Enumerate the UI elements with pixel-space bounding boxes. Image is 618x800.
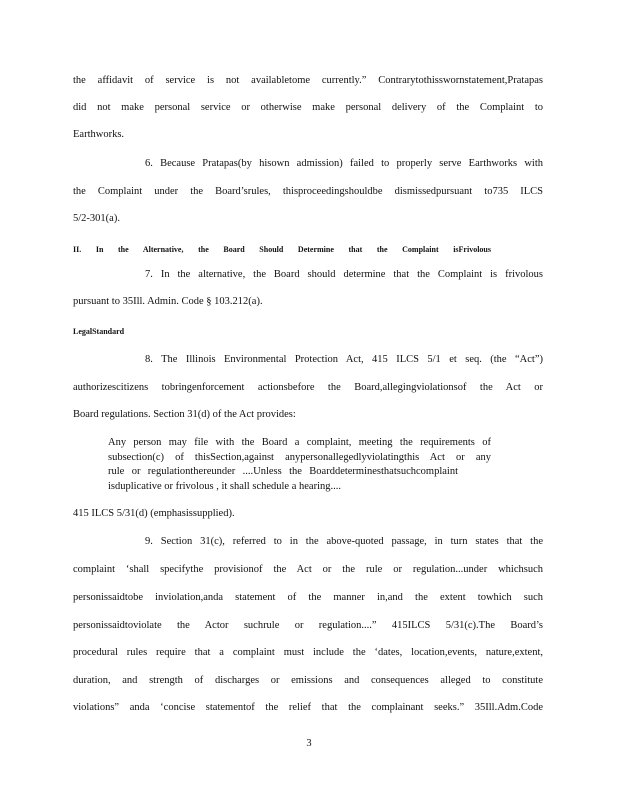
body-line: did not make personal service or otherwise make personal delivery of the Complaint to <box>73 102 543 113</box>
body-line: procedural rules require that a complaint must include the ‘dates, location,events, nature,extent, <box>73 647 543 658</box>
body-line: personissaidtobe inviolation,anda statement of the manner in,and the extent towhich such <box>73 592 543 603</box>
paragraph-line: 6. Because Pratapas(by hisown admission) failed to properly serve Earthworks with <box>145 158 543 169</box>
body-line: violations” anda ‘concise statementof the relief that the complainant seeks.” 35Ill.Adm.Code <box>73 702 543 713</box>
body-line: 5/2-301(a). <box>73 213 120 224</box>
body-line: personissaidtoviolate the Actor suchrule or regulation....” 415ILCS 5/31(c).The Board’s <box>73 620 543 631</box>
body-line: the Complaint under the Board’srules, thisproceedingshouldbe dismissedpursuant to735 ILCS <box>73 186 543 197</box>
body-line: duration, and strength of discharges or emissions and consequences alleged to constitute <box>73 675 543 686</box>
block-quote-line: rule or regulationthereunder ....Unless the Boarddeterminesthatsuchcomplaint <box>108 466 458 477</box>
page-number: 3 <box>306 738 312 749</box>
paragraph-line: 8. The Illinois Environmental Protection Act, 415 ILCS 5/1 et seq. (the “Act”) <box>145 354 543 365</box>
body-line: authorizescitizens tobringenforcement actionsbefore the Board,allegingviolationsof the Act or <box>73 382 543 393</box>
paragraph-line: 7. In the alternative, the Board should determine that the Complaint is frivolous <box>145 269 543 280</box>
block-quote-line: isduplicative or frivolous , it shall schedule a hearing.... <box>108 481 341 492</box>
subheading: LegalStandard <box>73 327 125 336</box>
paragraph-line: 9. Section 31(c), referred to in the above-quoted passage, in turn states that the <box>145 536 543 547</box>
body-line: the affidavit of service is not availabletome currently.” Contrarytothisswornstatement,Pratapas <box>73 75 543 86</box>
body-line: Board regulations. Section 31(d) of the Act provides: <box>73 409 296 420</box>
citation-line: 415 ILCS 5/31(d) (emphasissupplied). <box>73 508 235 519</box>
block-quote-line: subsection(c) of thisSection,against anypersonallegedlyviolatingthis Act or any <box>108 452 491 463</box>
block-quote-line: Any person may file with the Board a complaint, meeting the requirements of <box>108 437 491 448</box>
body-line: pursuant to 35Ill. Admin. Code § 103.212(a). <box>73 296 263 307</box>
body-line: Earthworks. <box>73 129 125 140</box>
body-line: complaint ‘shall specifythe provisionof the Act or the rule or regulation...under whichsuch <box>73 564 543 575</box>
section-heading: II. In the Alternative, the Board Should Determine that the Complaint isFrivolous <box>73 245 491 254</box>
